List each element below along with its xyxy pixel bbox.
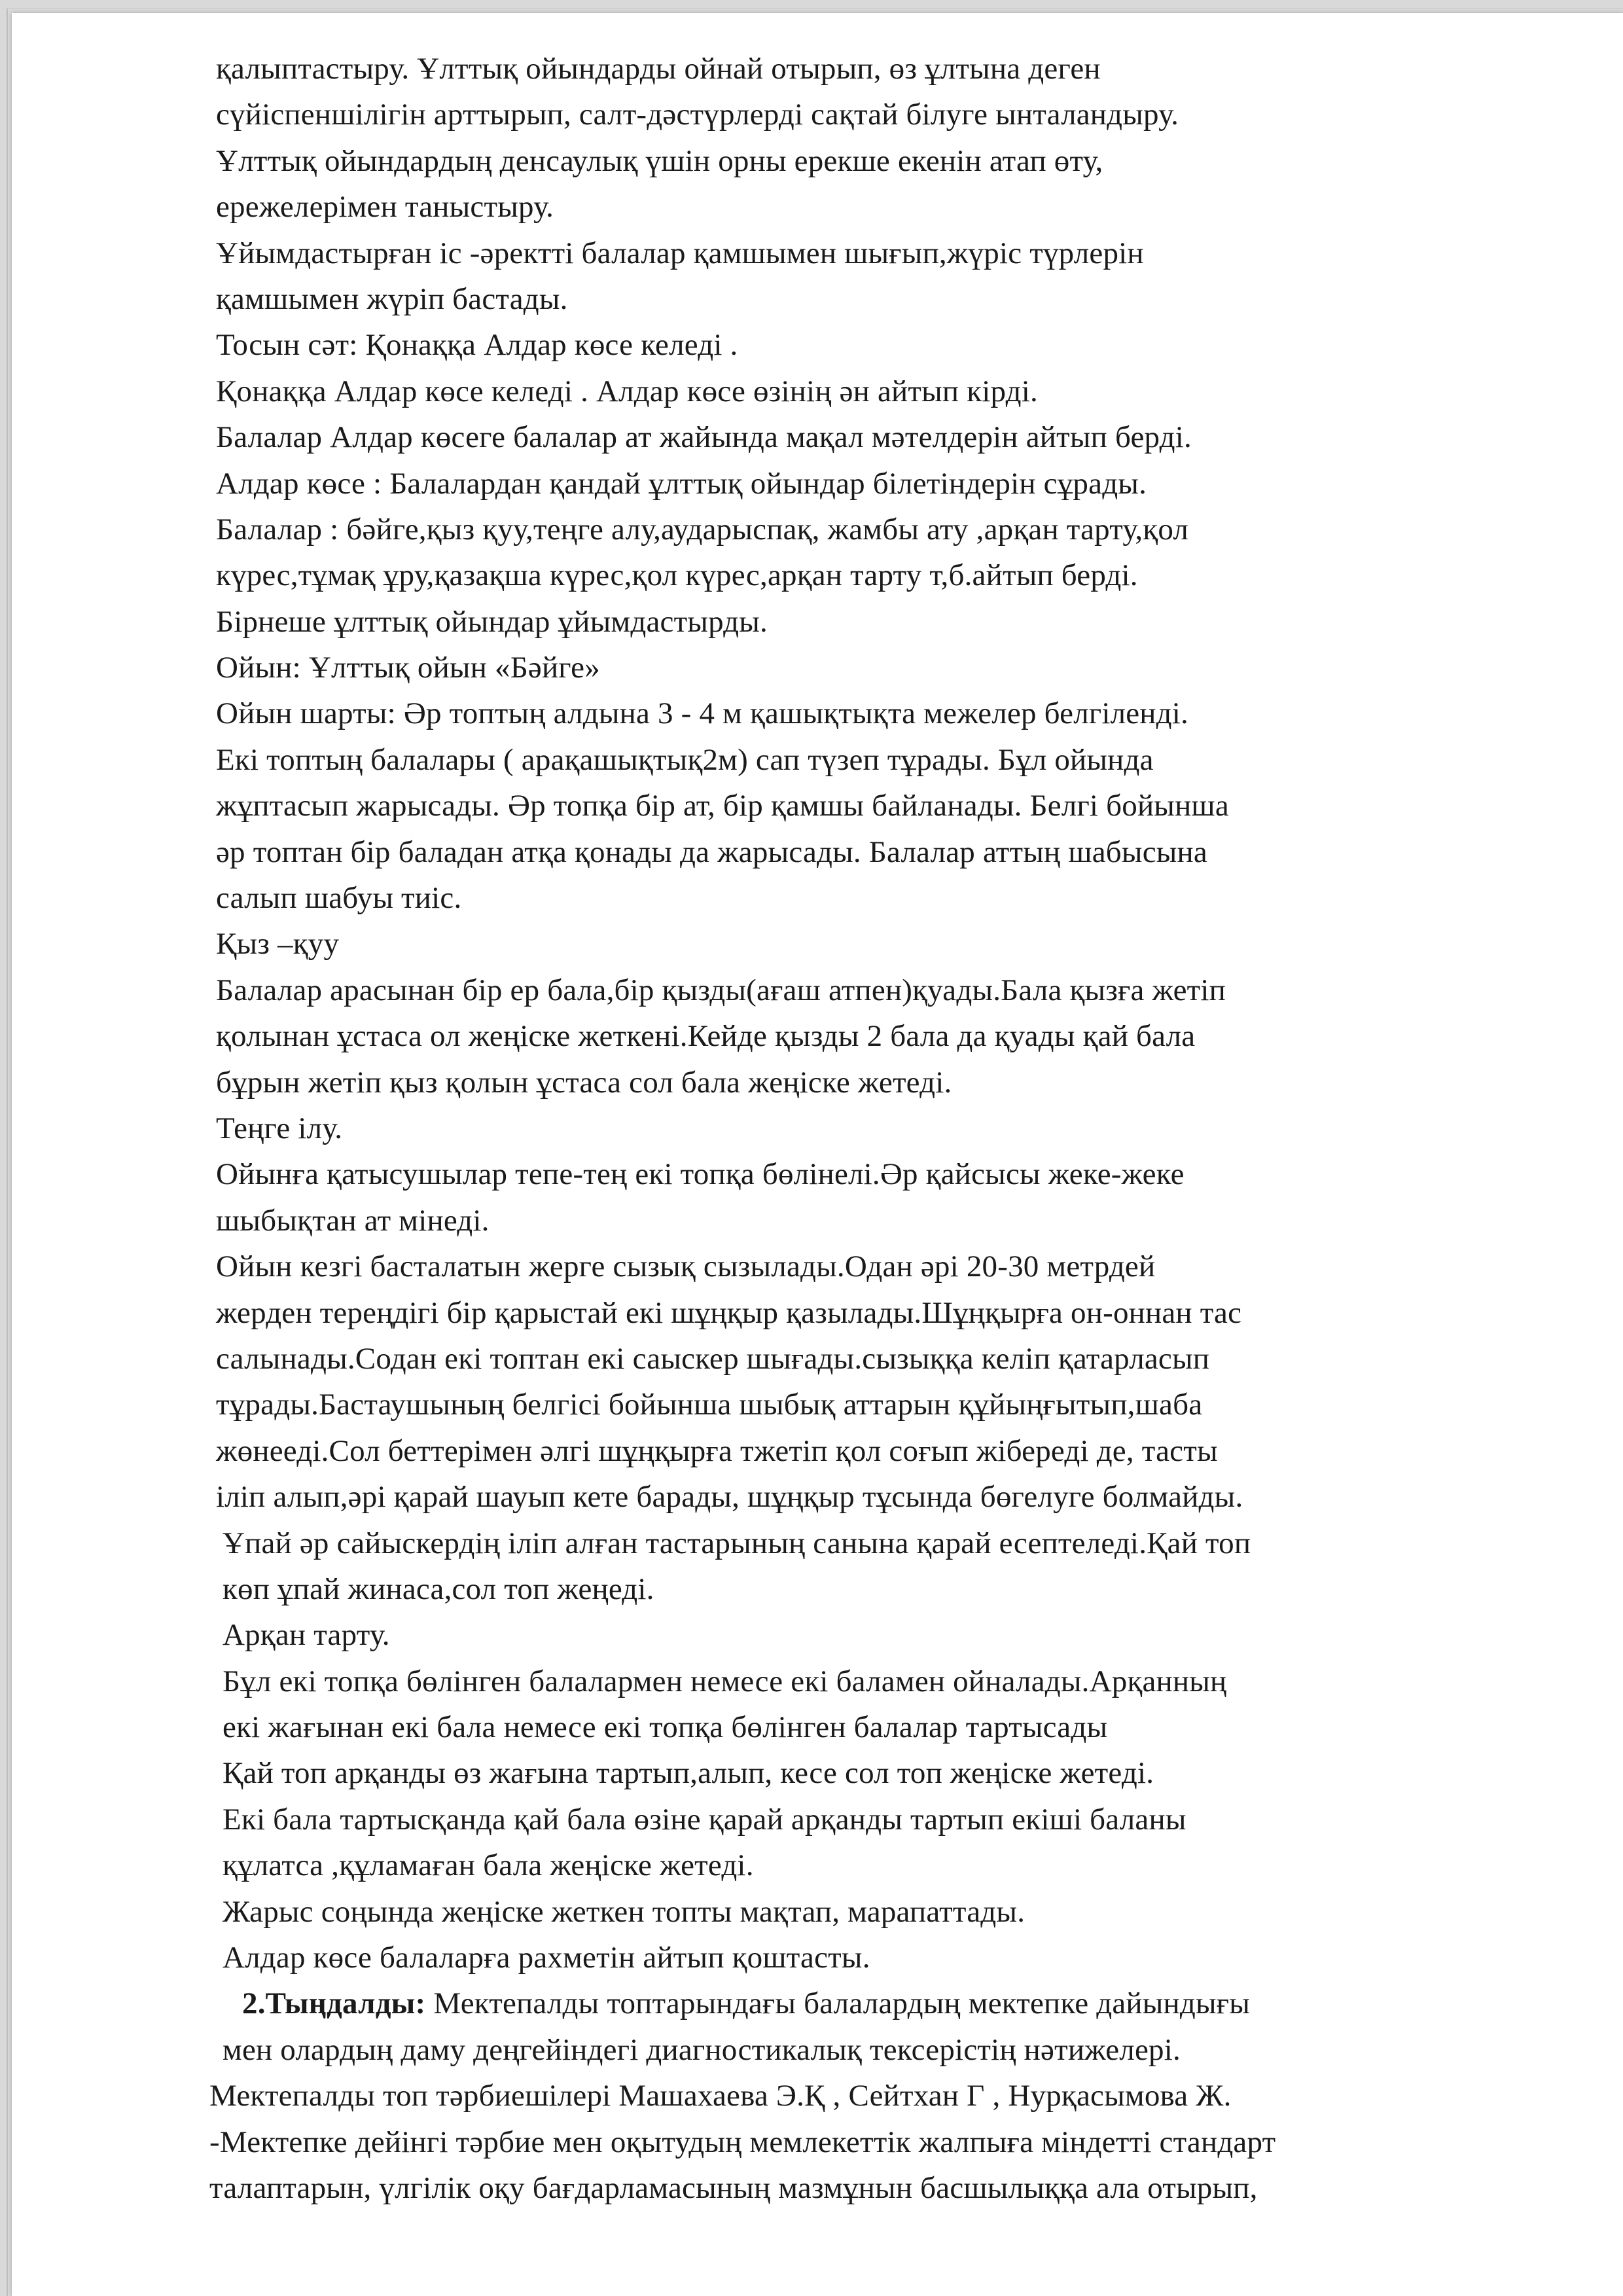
body-line: Жарыс соңында жеңіске жеткен топты мақтап, марапаттады. (223, 1894, 1026, 1929)
body-line: қолынан ұстаса ол жеңіске жеткені.Кейде қызды 2 бала да қуады қай бала (216, 1019, 1196, 1054)
body-line: Ойын шарты: Әр топтың алдына 3 - 4 м қашықтықта межелер белгіленді. (216, 696, 1188, 731)
body-line: әр топтан бір баладан атқа қонады да жарысады. Балалар аттың шабысына (216, 834, 1207, 869)
body-line: күрес,тұмақ ұру,қазақша күрес,қол күрес,арқан тарту т,б.айтып берді. (216, 558, 1138, 593)
body-line: Балалар Алдар көсеге балалар ат жайында мақал мәтелдерін айтып берді. (216, 420, 1192, 455)
body-line: Бұл екі топқа бөлінген балалармен немесе екі баламен ойналады.Арқанның (223, 1664, 1227, 1698)
section-2-text: Мектепалды топтарындағы балалардың мектепке дайындығы (425, 1986, 1251, 2021)
document-body (209, 46, 1551, 2211)
body-line: Балалар арасынан бір ер бала,бір қызды(ағаш атпен)қуады.Бала қызға жетіп (216, 973, 1226, 1007)
section-2-heading: 2.Тыңдалды: (242, 1986, 426, 2021)
body-line: бұрын жетіп қыз қолын ұстаса сол бала жеңіске жетеді. (216, 1065, 952, 1100)
body-line: іліп алып,әрі қарай шауып кете барады, шұңқыр тұсында бөгелуге болмайды. (216, 1480, 1243, 1515)
body-line: Екі топтың балалары ( арақашықтық2м) сап түзеп тұрады. Бұл ойында (216, 742, 1154, 777)
body-line: талаптарын, үлгілік оқу бағдарламасының мазмұнын басшылыққа ала отырып, (209, 2170, 1258, 2205)
body-line: шыбықтан ат мінеді. (216, 1203, 490, 1238)
body-line: мен олардың даму деңгейіндегі диагностикалық тексерістің нәтижелері. (223, 2032, 1181, 2067)
body-line: екі жағынан екі бала немесе екі топқа бөлінген балалар тартысады (223, 1710, 1108, 1745)
body-line: көп ұпай жинаса,сол топ жеңеді. (223, 1571, 654, 1606)
body-line: Балалар : бәйге,қыз қуу,теңге алу,аударыспақ, жамбы ату ,арқан тарту,қол (216, 512, 1189, 547)
body-line: Екі бала тартысқанда қай бала өзіне қарай арқанды тартып екіші баланы (223, 1802, 1186, 1837)
body-line: жөнееді.Сол беттерімен әлгі шұңқырға тжетіп қол соғып жібереді де, тасты (216, 1433, 1218, 1468)
body-line: құлатса ,құламаған бала жеңіске жетеді. (223, 1848, 754, 1883)
body-line: қамшымен жүріп бастады. (216, 281, 568, 316)
body-line: Ойынға қатысушылар тепе-тең екі топқа бөлінелі.Әр қайсысы жеке-жеке (216, 1157, 1185, 1192)
body-line: -Мектепке дейінгі тәрбие мен оқытудың мемлекеттік жалпыға міндетті стандарт (209, 2125, 1276, 2159)
body-line: Тосын сәт: Қонаққа Алдар көсе келеді . (216, 328, 738, 363)
body-line: салып шабуы тиіс. (216, 881, 462, 916)
body-line: Алдар көсе балаларға рахметін айтып қоштасты. (223, 1941, 870, 1975)
body-line: Қонаққа Алдар көсе келеді . Алдар көсе өзінің ән айтып кірді. (216, 374, 1038, 408)
body-line: Қыз –қуу (216, 927, 340, 961)
body-line: Алдар көсе : Балалардан қандай ұлттық ойындар білетіндерін сұрады. (216, 466, 1147, 501)
body-line: Арқан тарту. (223, 1618, 390, 1653)
body-line: Мектепалды топ тәрбиешілері Машахаева Э.Қ , Сейтхан Г , Нурқасымова Ж. (209, 2079, 1232, 2113)
body-line: салынады.Содан екі топтан екі саыскер шығады.сызыққа келіп қатарласып (216, 1341, 1210, 1376)
body-line: Ұлттық ойындардың денсаулық үшін орны ерекше екенін атап өту, (216, 143, 1103, 178)
body-line: Қай топ арқанды өз жағына тартып,алып, кесе сол топ жеңіске жетеді. (223, 1756, 1154, 1791)
body-line: Ойын кезгі басталатын жерге сызық сызылады.Одан әрі 20-30 метрдей (216, 1249, 1156, 1284)
body-line: жерден тереңдігі бір қарыстай екі шұңқыр қазылады.Шұңқырға он-оннан тас (216, 1295, 1242, 1330)
section-2-line (216, 1981, 1551, 2026)
body-line: Ұйымдастырған іс -әректті балалар қамшымен шығып,жүріс түрлерін (216, 236, 1144, 270)
body-line: жұптасып жарысады. Әр топқа бір ат, бір қамшы байланады. Белгі бойынша (216, 789, 1229, 823)
body-line: Теңге ілу. (216, 1111, 343, 1145)
body-line: тұрады.Бастаушының белгісі бойынша шыбық аттарын құйыңғытып,шаба (216, 1388, 1203, 1422)
body-line: Бірнеше ұлттық ойындар ұйымдастырды. (216, 604, 768, 639)
body-line: Ойын: Ұлттық ойын «Бәйге» (216, 651, 600, 685)
body-line: Ұпай әр сайыскердің іліп алған тастарының санына қарай есептеледі.Қай топ (223, 1526, 1251, 1560)
body-line: сүйіспеншілігін арттырып, салт-дәстүрлерді сақтай білуге ынталандыру. (216, 98, 1179, 132)
body-line: қалыптастыру. Ұлттық ойындарды ойнай отырып, өз ұлтына деген (216, 52, 1101, 86)
body-line: ережелерімен таныстыру. (216, 190, 554, 224)
